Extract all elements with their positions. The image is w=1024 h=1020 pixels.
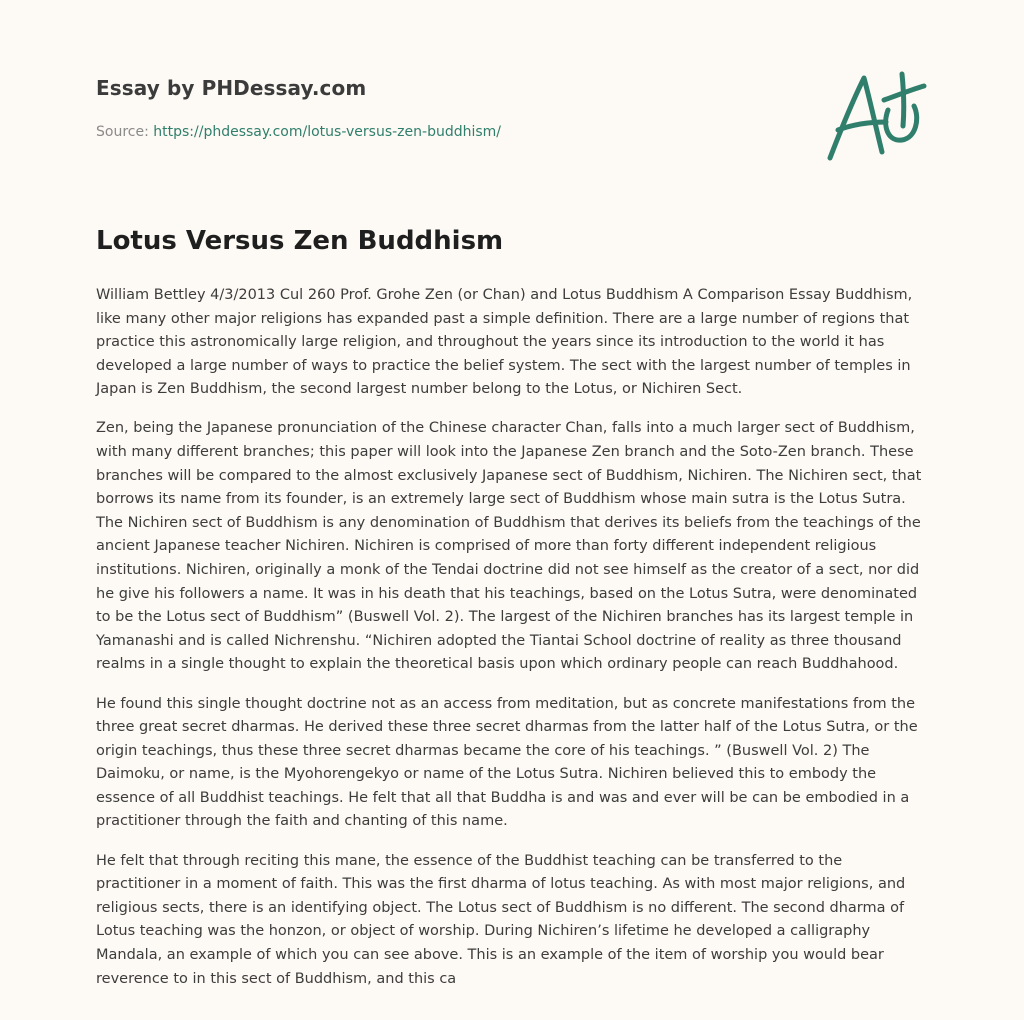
essay-paragraph: Zen, being the Japanese pronunciation of the Chinese character Chan, falls into a much larger sect of Buddhism, with many different branches; this paper will look into the Japanese Zen branch and the Soto-Zen branch. These branches will be compared to the almost exclusively Japanese sect of Buddhism, Nichiren. The Nichiren sect, that borrows its name from its founder, is an extremely large sect of Buddhism whose main sutra is the Lotus Sutra. The Nichiren sect of Buddhism is any denomination of Buddhism that derives its beliefs from the teachings of the ancient Japanese teacher Nichiren. Nichiren is comprised of more than forty different independent religious institutions. Nichiren, originally a monk of the Tendai doctrine did not see himself as the creator of a sect, nor did he give his followers a name. It was in his death that his teachings, based on the Lotus Sutra, were denominated to be the Lotus sect of Buddhism” (Buswell Vol. 2). The largest of the Nichiren branches has its largest temple in Yamanashi and is called Nichrenshu. “Nichiren adopted the Tiantai School doctrine of reality as three thousand realms in a single thought to explain the theoretical basis upon which ordinary people can reach Buddhahood. xyxy=(96,420,922,673)
source-line xyxy=(96,124,501,140)
essay-body xyxy=(96,284,928,1007)
essay-paragraph: William Bettley 4/3/2013 Cul 260 Prof. Grohe Zen (or Chan) and Lotus Buddhism A Comparison Essay Buddhism, like many other major religions has expanded past a simple definition. There are a large number of regions that practice this astronomically large religion, and throughout the years since its introduction to the world it has developed a large number of ways to practice the belief system. The sect with the largest number of temples in Japan is Zen Buddhism, the second largest number belong to the Lotus, or Nichiren Sect. xyxy=(96,287,913,398)
a-plus-logo-icon xyxy=(824,66,928,166)
essay-paragraph: He found this single thought doctrine not as an access from meditation, but as concrete manifestations from the three great secret dharmas. He derived these three secret dharmas from the latter half of the Lotus Sutra, or the origin teachings, thus these three secret dharmas became the core of his teachings. ” (Buswell Vol. 2) The Daimoku, or name, is the Myohorengekyo or name of the Lotus Sutra. Nichiren believed this to embody the essence of all Buddhist teachings. He felt that all that Buddha is and was and ever will be can be embodied in a practitioner through the faith and chanting of this name. xyxy=(96,695,918,830)
source-link[interactable]: https://phdessay.com/lotus-versus-zen-buddhism/ xyxy=(153,124,502,140)
site-title: Essay by PHDessay.com xyxy=(96,76,367,100)
essay-title: Lotus Versus Zen Buddhism xyxy=(96,226,504,256)
source-label: Source: xyxy=(96,124,149,140)
essay-paragraph: He felt that through reciting this mane, the essence of the Buddhist teaching can be transferred to the practitioner in a moment of faith. This was the first dharma of lotus teaching. As with most major religions, and religious sects, there is an identifying object. The Lotus sect of Buddhism is no different. The second dharma of Lotus teaching was the honzon, or object of worship. During Nichiren’s lifetime he developed a calligraphy Mandala, an example of which you can see above. This is an example of the item of worship you would bear reverence to in this sect of Buddhism, and this ca xyxy=(96,852,906,987)
